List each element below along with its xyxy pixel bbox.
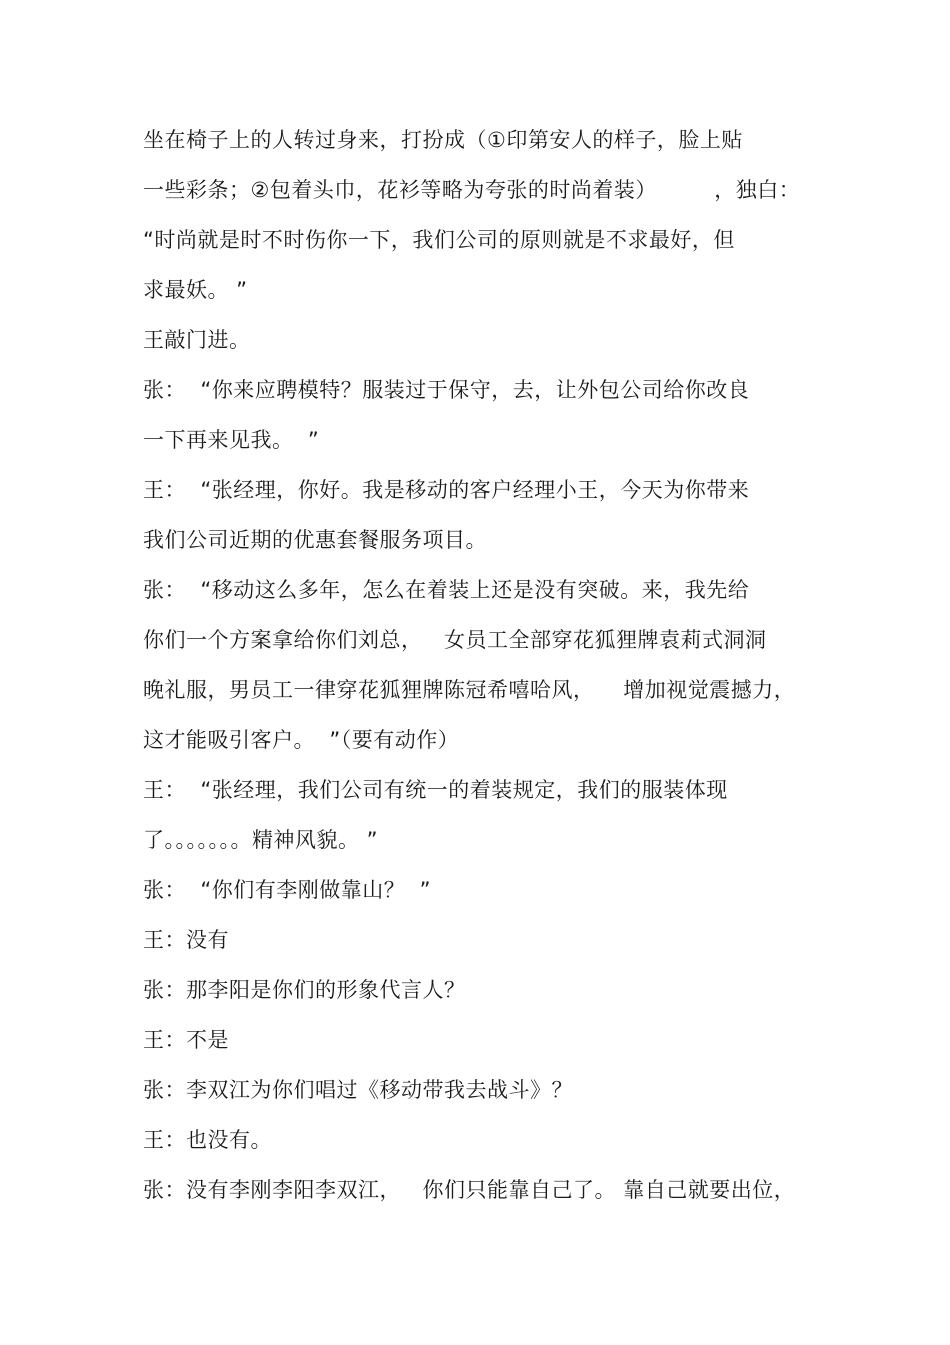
text-line: “时尚就是时不时伤你一下，我们公司的原则就是不求最好，但 [143, 228, 735, 252]
text-line: 张：李双江为你们唱过《移动带我去战斗》？ [143, 1078, 573, 1102]
text-line: 一下再来见我。 ” [143, 428, 320, 452]
text-line: 晚礼服，男员工一律穿花狐狸牌陈冠希嘻哈风， 增加视觉震撼力， [143, 678, 796, 702]
text-line: 这才能吸引客户。 ”（要有动作） [143, 728, 460, 752]
text-line: 王：也没有。 [143, 1128, 272, 1152]
text-line: 你们一个方案拿给你们刘总， 女员工全部穿花狐狸牌袁莉式洞洞 [143, 628, 767, 652]
text-line: 王： “张经理，我们公司有统一的着装规定，我们的服装体现 [143, 778, 728, 802]
text-line: 求最妖。 ” [143, 278, 248, 302]
text-line: 张： “移动这么多年，怎么在着装上还是没有突破。来，我先给 [143, 578, 750, 602]
text-line: 王：不是 [143, 1028, 229, 1052]
text-line: 王：没有 [143, 928, 229, 952]
text-line: 王： “张经理，你好。我是移动的客户经理小王，今天为你带来 [143, 478, 750, 502]
text-line: 坐在椅子上的人转过身来，打扮成（①印第安人的样子，脸上贴 [143, 128, 743, 152]
text-line: 我们公司近期的优惠套餐服务项目。 [143, 528, 487, 552]
text-line: 王敲门进。 [143, 328, 251, 352]
text-line: 张： “你们有李刚做靠山？ ” [143, 878, 431, 902]
text-line: 张：没有李刚李阳李双江， 你们只能靠自己了。 靠自己就要出位， [143, 1178, 796, 1202]
text-line: 张： “你来应聘模特？服装过于保守，去，让外包公司给你改良 [143, 378, 750, 402]
text-line: 了。。。。。。。精神风貌。 ” [143, 828, 379, 852]
text-line: 一些彩条；②包着头巾，花衫等略为夸张的时尚着装） ，独白： [143, 178, 801, 202]
text-line: 张：那李阳是你们的形象代言人？ [143, 978, 466, 1002]
